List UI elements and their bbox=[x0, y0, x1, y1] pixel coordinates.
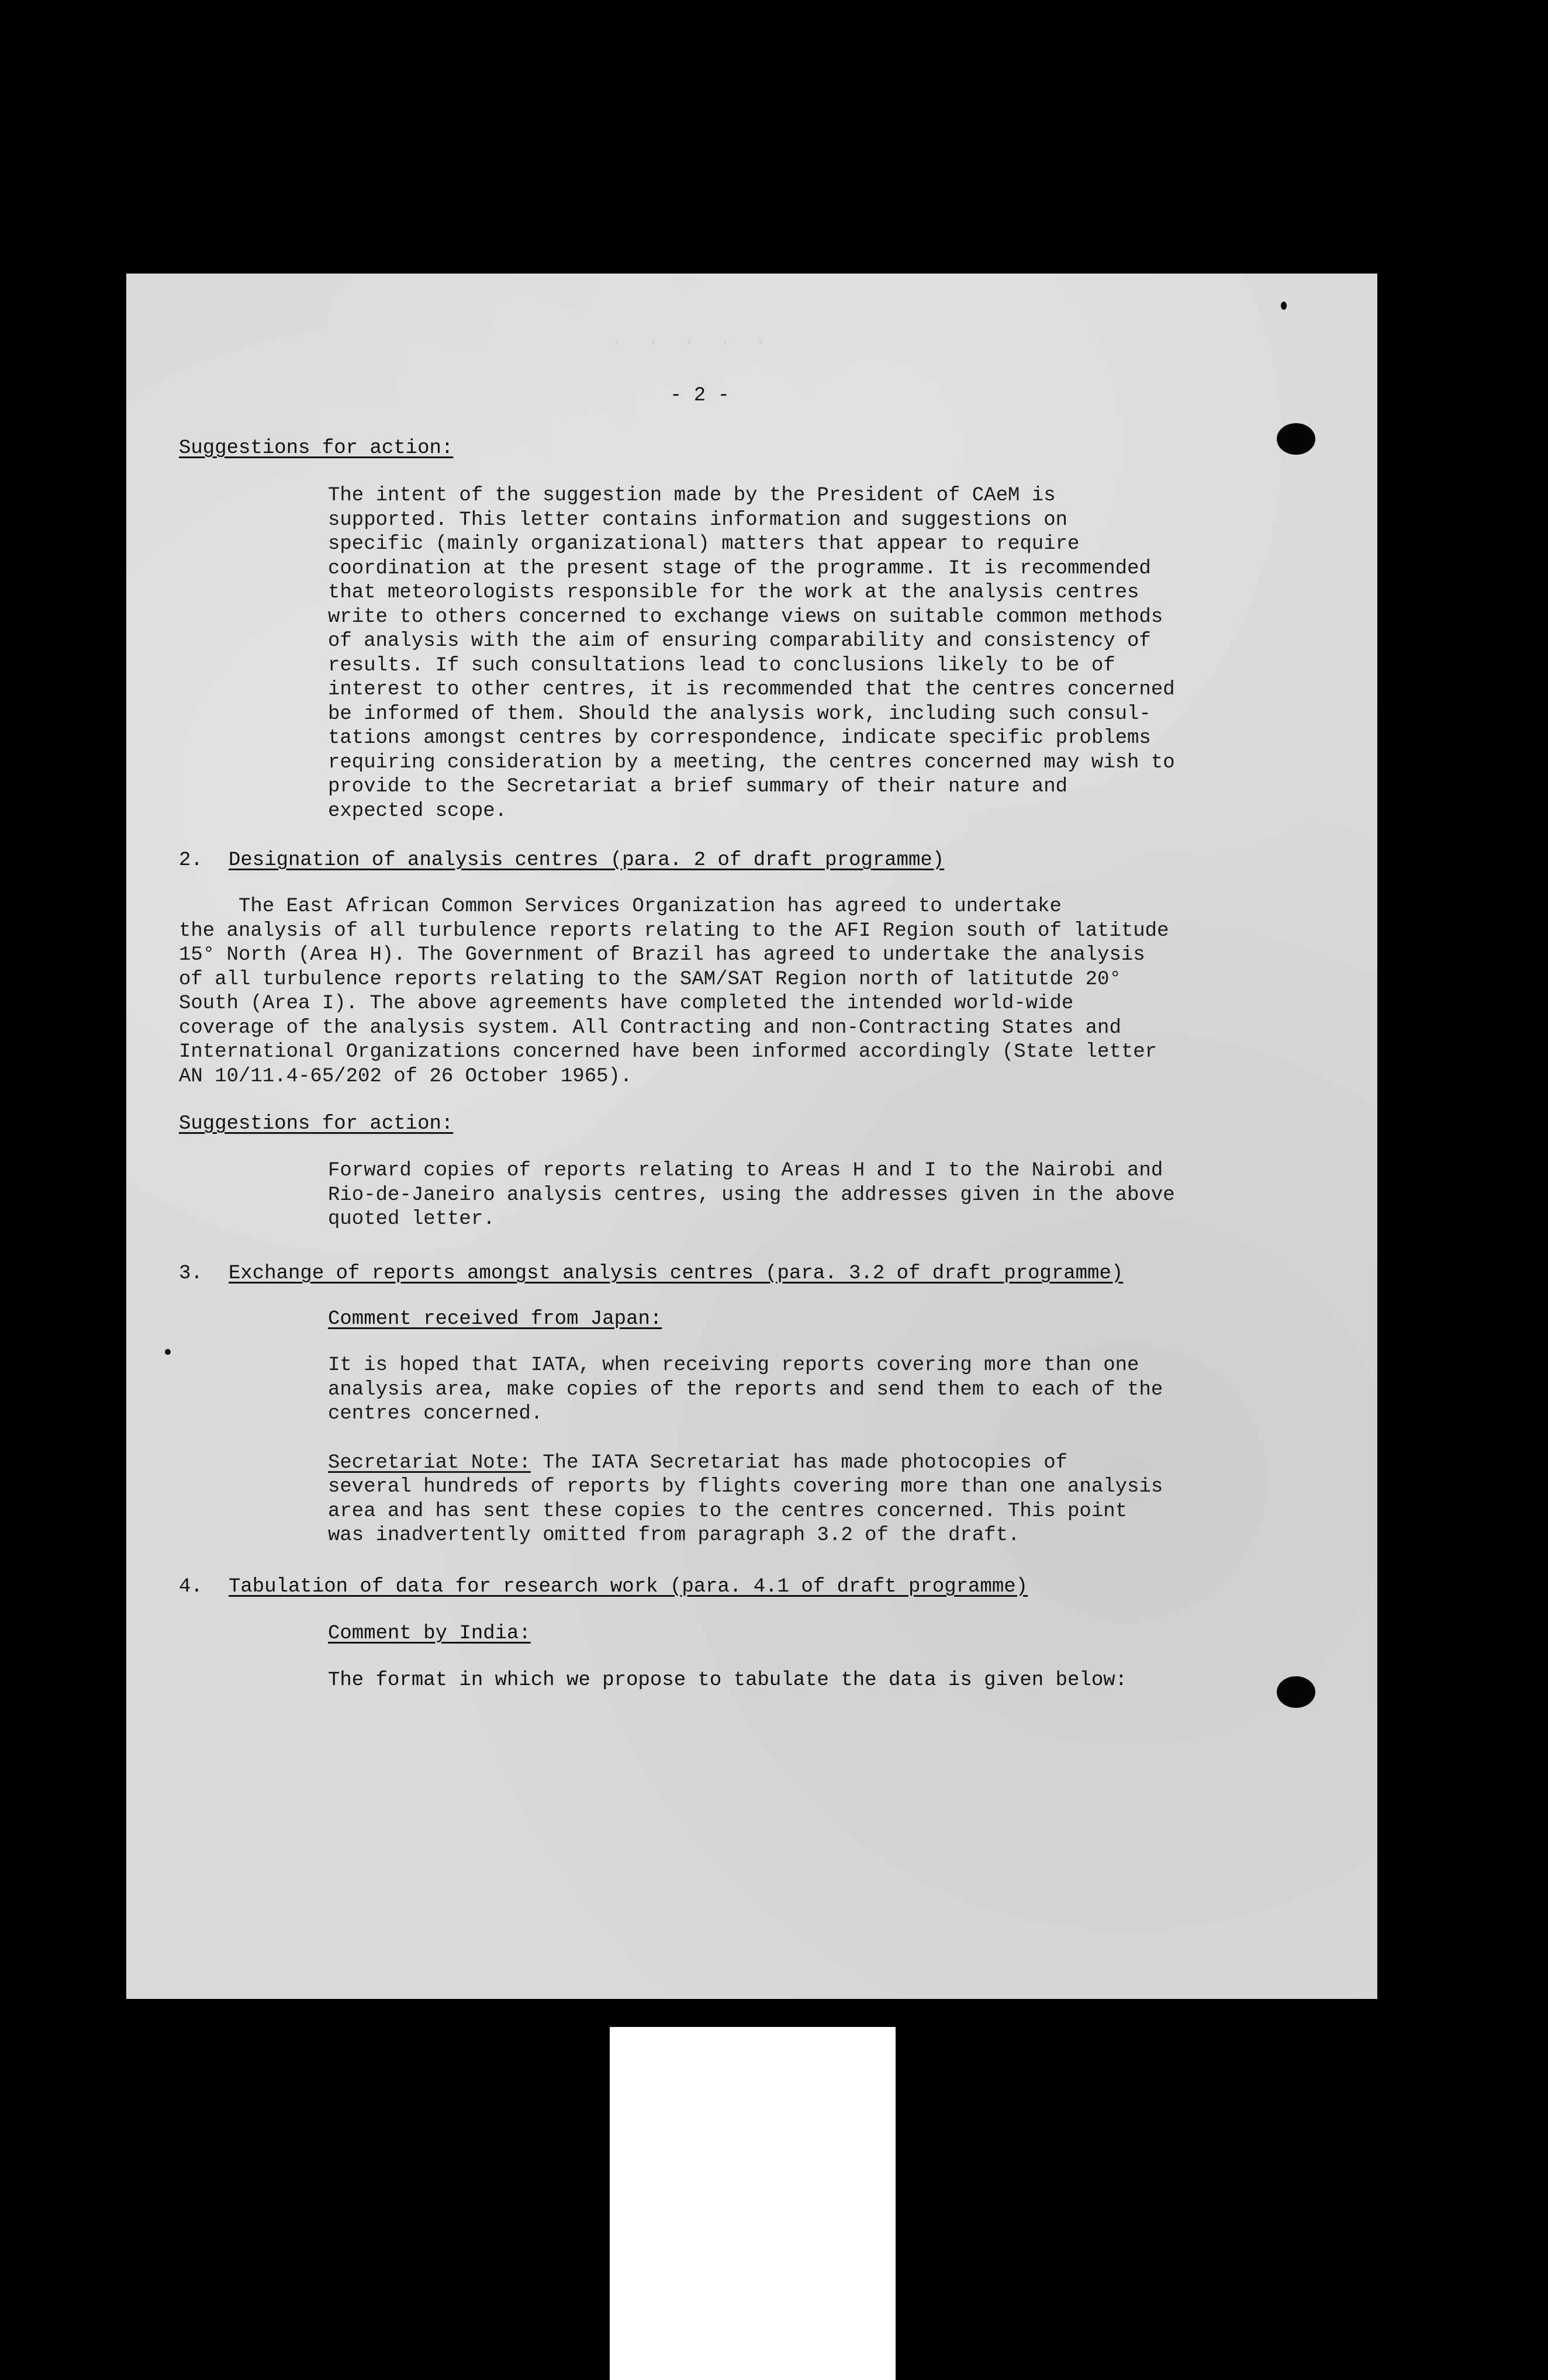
stray-mark bbox=[1281, 302, 1287, 310]
secretariat-note-first-line bbox=[328, 1451, 1067, 1476]
japan-comment-paragraph: It is hoped that IATA, when receiving reports covering more than one analysis area, make copies of the reports and send them to each of the centres concerned. bbox=[328, 1354, 1163, 1425]
document-page bbox=[126, 274, 1377, 1999]
section-2-number: 2. bbox=[179, 849, 203, 871]
punch-hole-bottom bbox=[1277, 1676, 1315, 1708]
white-label-patch bbox=[610, 2027, 896, 2380]
india-comment-paragraph: The format in which we propose to tabulate the data is given below: bbox=[328, 1669, 1128, 1691]
section-2-heading: Designation of analysis centres (para. 2 of draft programme) bbox=[229, 849, 945, 871]
secretariat-note-label: Secretariat Note: bbox=[328, 1452, 531, 1474]
section-3-heading: Exchange of reports amongst analysis centres (para. 3.2 of draft programme) bbox=[229, 1262, 1124, 1285]
punch-hole-top bbox=[1277, 423, 1315, 455]
suggestions-heading-1: Suggestions for action: bbox=[179, 437, 454, 459]
india-comment-heading: Comment by India: bbox=[328, 1623, 531, 1645]
section-2-paragraph: The East African Common Services Organization has agreed to undertake the analysis of all turbulence reports relating to the AFI Region south of latitude 15° North (Area H). The Government of Brazil has agreed to undertake the analysis of all turbulence reports relating to the SAM/SAT Region north of latitutde 20° South (Area I). The above agreements have completed the intended world-wide coverage of the analysis system. All Contracting and non-Contracting States and International Organizations concerned have been informed accordingly (State letter AN 10/11.4-65/202 of 26 October 1965). bbox=[179, 895, 1169, 1088]
stray-mark bbox=[165, 1349, 171, 1355]
japan-comment-heading: Comment received from Japan: bbox=[328, 1308, 662, 1330]
section-3-number: 3. bbox=[179, 1262, 203, 1285]
secretariat-note-first-text: The IATA Secretariat has made photocopies of bbox=[530, 1452, 1068, 1474]
section-4-heading: Tabulation of data for research work (para. 4.1 of draft programme) bbox=[229, 1576, 1028, 1598]
suggestions-heading-2: Suggestions for action: bbox=[179, 1113, 454, 1135]
suggestions-paragraph-1: The intent of the suggestion made by the President of CAeM is supported. This letter contains information and suggestions on specific (mainly organizational) matters that appear to require coordination at the present stage of the programme. It is recommended that meteorologists responsible for the work at the analysis centres write to others concerned to exchange views on suitable common methods of analysis with the aim of ensuring comparability and consistency of results. If such consultations lead to conclusions likely to be of interest to other centres, it is recommended that the centres concerned be informed of them. Should the analysis work, including such consul- tations amongst centres by correspondence, indicate specific problems requiring consideration by a meeting, the centres concerned may wish to provide to the Secretariat a brief summary of their nature and expected scope. bbox=[328, 485, 1175, 822]
suggestions-paragraph-2: Forward copies of reports relating to Areas H and I to the Nairobi and Rio-de-Janeiro analysis centres, using the addresses given in the above quoted letter. bbox=[328, 1160, 1175, 1230]
page-number: - 2 - bbox=[670, 385, 730, 407]
section-4-number: 4. bbox=[179, 1576, 203, 1598]
secretariat-note-paragraph: several hundreds of reports by flights covering more than one analysis area and has sent these copies to the centres concerned. This point was inadvertently omitted from paragraph 3.2 of the draft. bbox=[328, 1476, 1163, 1547]
bleed-through-text: · · · · · bbox=[313, 332, 767, 354]
